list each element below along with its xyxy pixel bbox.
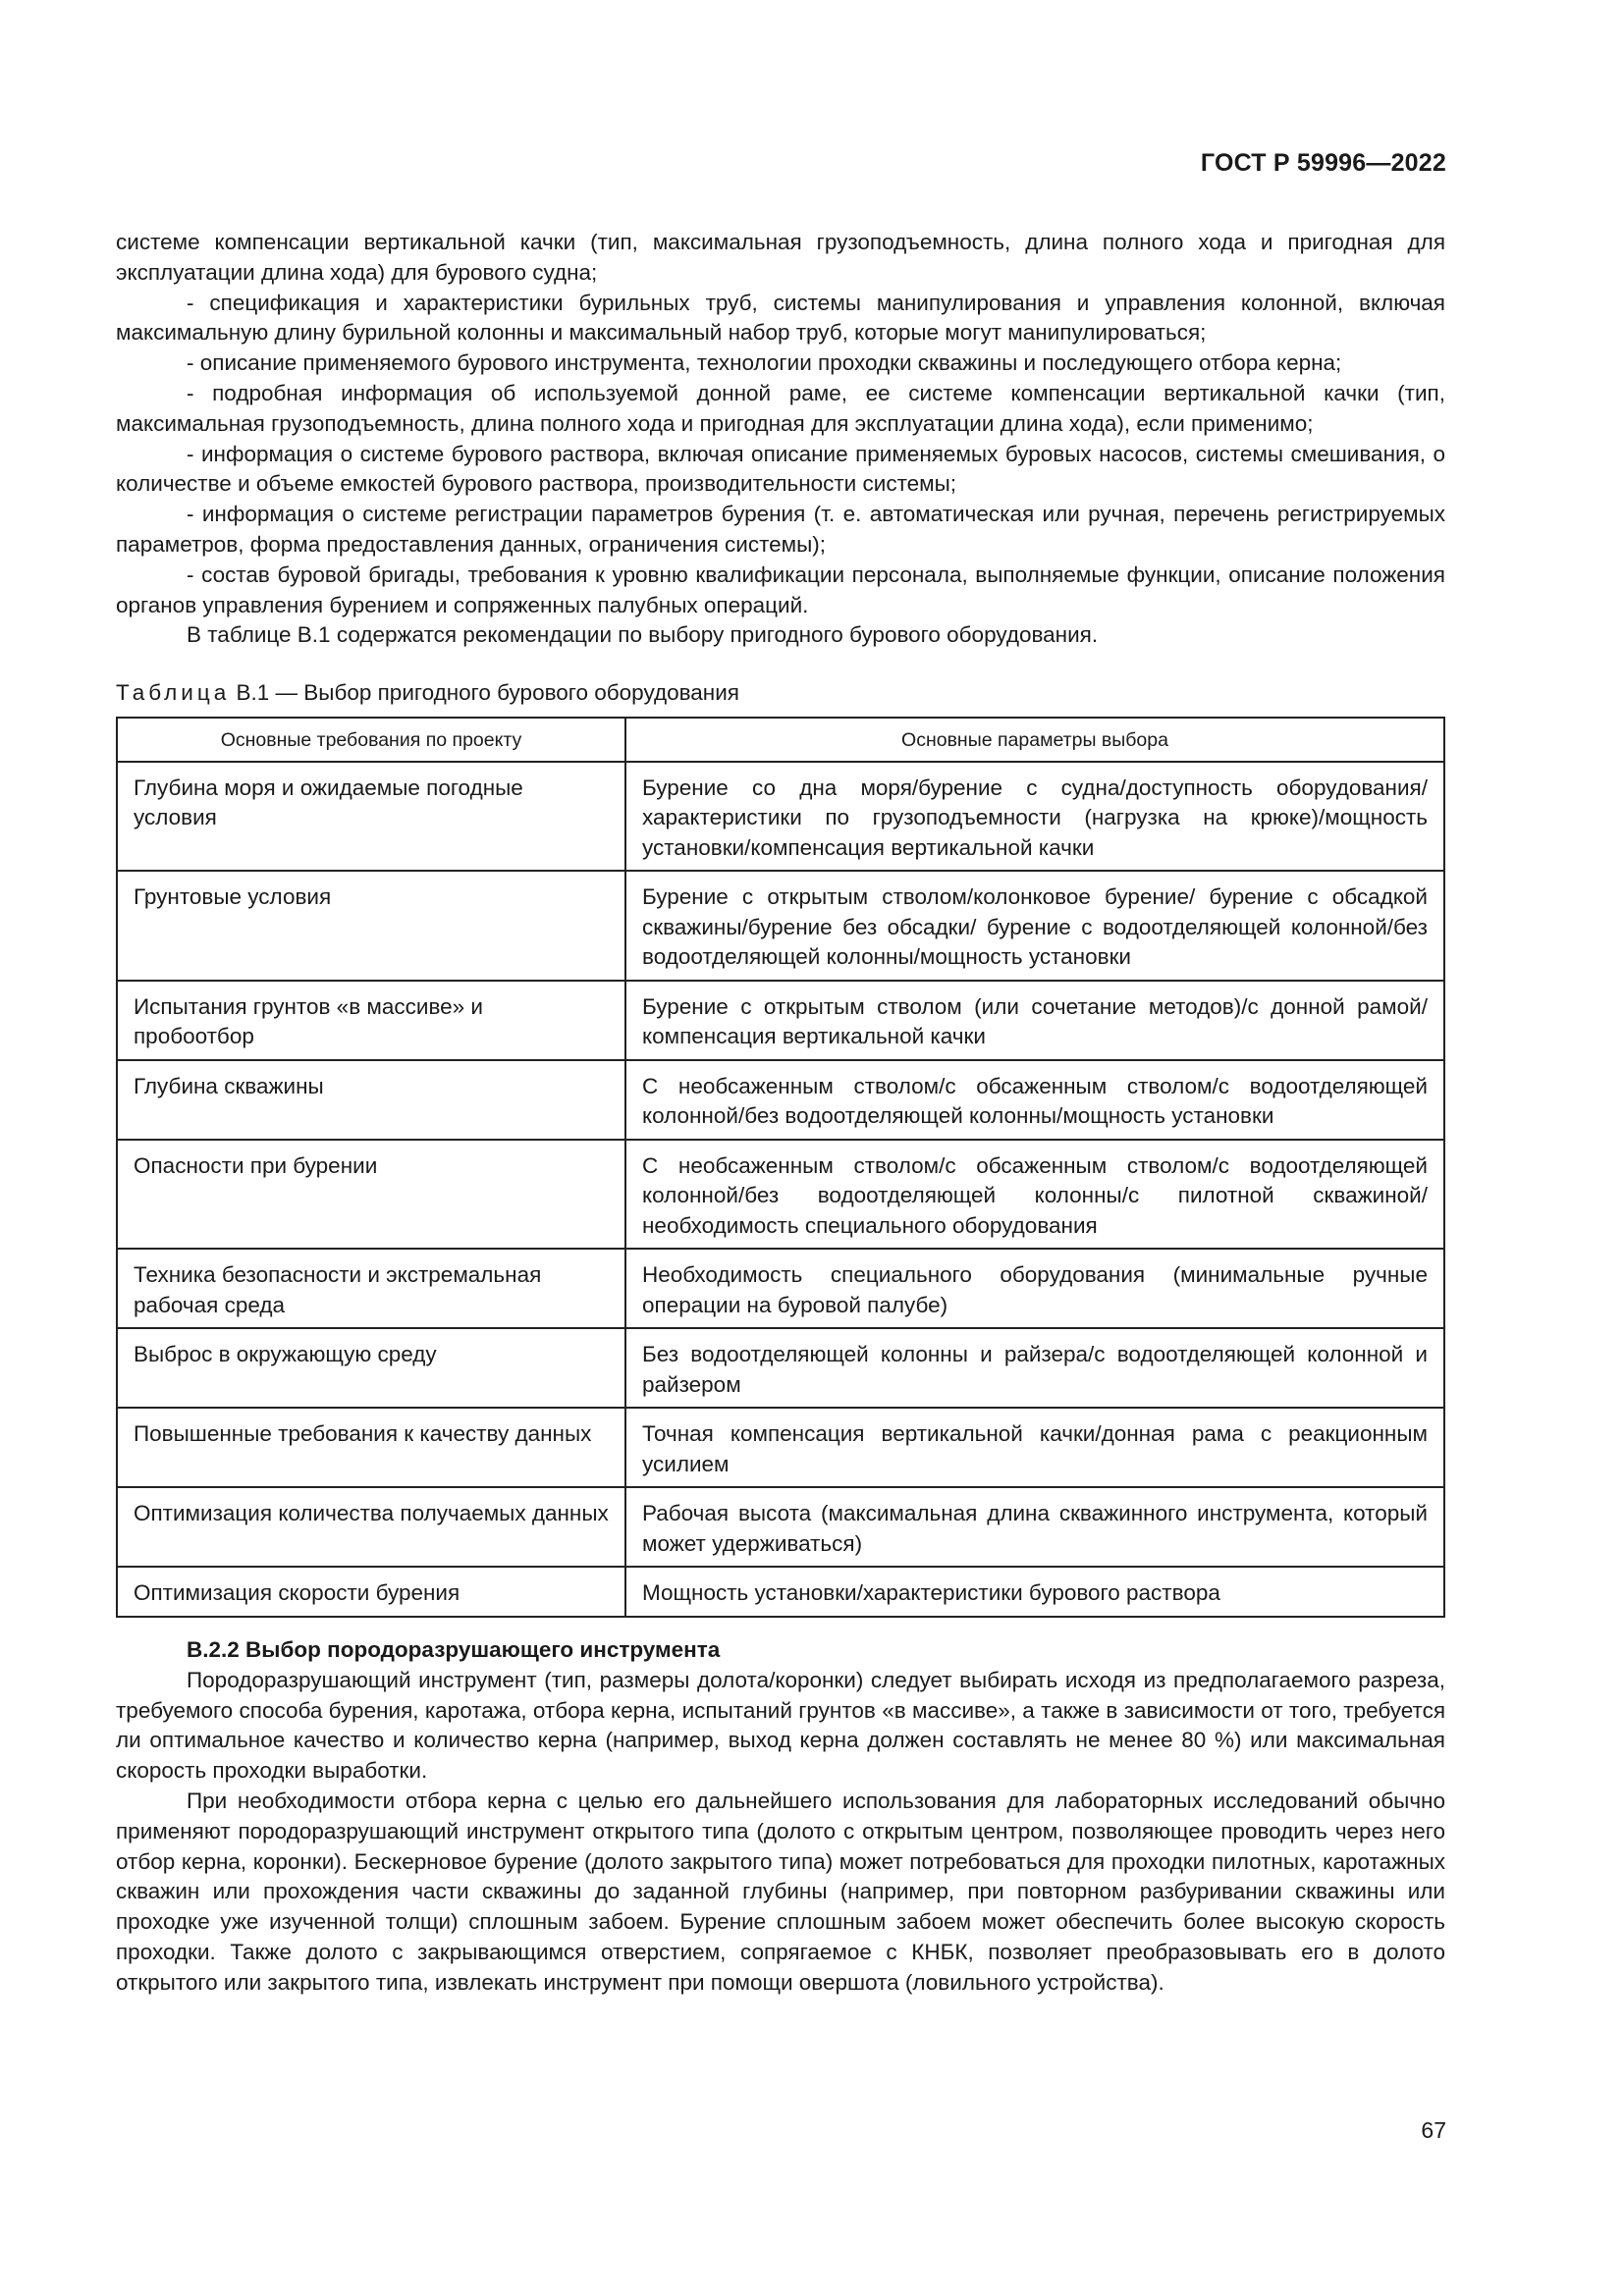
table-caption-label: Таблица [116, 680, 231, 706]
requirement-cell: Техника безопасности и экстремальная рабочая среда [117, 1249, 625, 1328]
equipment-selection-table [116, 717, 1445, 1618]
page-content [116, 228, 1445, 1999]
section-b22 [116, 1635, 1445, 1999]
table-row [117, 1567, 1444, 1617]
parameters-cell: Бурение со дна моря/бурение с судна/доступность оборудования/характеристики по грузоподъемности (нагрузка на крюке)/мощность установки/компенсация вертикальной качки [625, 762, 1444, 872]
intro-lead-paragraph: системе компенсации вертикальной качки (тип, максимальная грузоподъемность, длина полного хода и пригодная для эксплуатации длина хода) для бурового судна; [116, 230, 1445, 285]
requirement-cell: Повышенные требования к качеству данных [117, 1408, 625, 1487]
table-header-row [117, 718, 1444, 762]
requirement-cell: Оптимизация количества получаемых данных [117, 1487, 625, 1567]
document-code-header: ГОСТ Р 59996—2022 [1200, 149, 1446, 177]
table-row [117, 1408, 1444, 1487]
parameters-cell: Рабочая высота (максимальная длина скважинного инструмента, который может удерживаться) [625, 1487, 1444, 1567]
table-row [117, 1249, 1444, 1328]
parameters-cell: Точная компенсация вертикальной качки/донная рама с реакционным усилием [625, 1408, 1444, 1487]
requirement-cell: Опасности при бурении [117, 1140, 625, 1250]
parameters-cell: Бурение с открытым стволом/колонковое бурение/ бурение с обсадкой скважины/бурение без обсадки/ бурение с водоотделяющей колонной/без водоотделяющей колонны/мощность установки [625, 871, 1444, 981]
list-item: - описание применяемого бурового инструмента, технологии проходки скважины и последующего отбора керна; [187, 350, 1342, 376]
table-caption [116, 678, 1445, 709]
list-item: - информация о системе регистрации параметров бурения (т. е. автоматическая или ручная, перечень регистрируемых параметров, форма предоставления данных, ограничения системы); [116, 502, 1445, 557]
table-caption-text: В.1 — Выбор пригодного бурового оборудования [236, 680, 739, 706]
table-row [117, 981, 1444, 1060]
page-number: 67 [1421, 2117, 1446, 2143]
parameters-cell: Необходимость специального оборудования (минимальные ручные операции на буровой палубе) [625, 1249, 1444, 1328]
list-item: - состав буровой бригады, требования к уровню квалификации персонала, выполняемые функции, описание положения органов управления бурением и сопряженных палубных операций. [116, 561, 1445, 617]
list-item: - подробная информация об используемой донной раме, ее системе компенсации вертикальной качки (тип, максимальная грузоподъемность, длина полного хода и пригодная для эксплуатации длина хода), если применимо; [116, 380, 1445, 436]
parameters-cell: Мощность установки/характеристики бурового раствора [625, 1567, 1444, 1617]
requirement-cell: Выброс в окружающую среду [117, 1328, 625, 1408]
body-paragraph: Породоразрушающий инструмент (тип, размеры долота/коронки) следует выбирать исходя из предполагаемого разреза, требуемого способа бурения, каротажа, отбора керна, испытаний грунтов «в массиве», а также в зависимости от того, требуется ли оптимальное качество и количество керна (например, выход керна должен составлять не менее 80 %) или максимальная скорость проходки выработки. [116, 1667, 1445, 1784]
section-heading: В.2.2 Выбор породоразрушающего инструмента [187, 1636, 721, 1662]
requirement-cell: Глубина скважины [117, 1060, 625, 1140]
body-paragraph: При необходимости отбора керна с целью его дальнейшего использования для лабораторных исследований обычно применяют породоразрушающий инструмент открытого типа (долото с открытым центром, позволяющее проводить через него отбор керна, коронки). Бескерновое бурение (долото закрытого типа) может потребоваться для проходки пилотных, каротажных скважин или прохождения части скважины до заданной глубины (например, при повторном разбуривании скважины или проходке уже изученной толщи) сплошным забоем. Бурение сплошным забоем может обеспечить более высокую скорость проходки. Также долото с закрывающимся отверстием, сопрягаемое с КНБК, позволяет преобразовывать его в долото открытого или закрытого типа, извлекать инструмент при помощи овершота (ловильного устройства). [116, 1788, 1445, 1995]
requirement-cell: Испытания грунтов «в массиве» и пробоотбор [117, 981, 625, 1060]
parameters-cell: С необсаженным стволом/с обсаженным стволом/с водоотделяющей колонной/без водоотделяющей колонны/с пилотной скважиной/необходимость специального оборудования [625, 1140, 1444, 1250]
list-item: - информация о системе бурового раствора, включая описание применяемых буровых насосов, системы смешивания, о количестве и объеме емкостей бурового раствора, производительности системы; [116, 441, 1445, 497]
table-row [117, 1060, 1444, 1140]
parameters-cell: Без водоотделяющей колонны и райзера/с водоотделяющей колонной и райзером [625, 1328, 1444, 1408]
table-row [117, 1487, 1444, 1567]
table-row [117, 762, 1444, 872]
requirement-cell: Глубина моря и ожидаемые погодные условия [117, 762, 625, 872]
table-row [117, 1140, 1444, 1250]
table-row [117, 1328, 1444, 1408]
table-reference-paragraph: В таблице В.1 содержатся рекомендации по выбору пригодного бурового оборудования. [187, 622, 1099, 648]
table-row [117, 871, 1444, 981]
parameters-cell: Бурение с открытым стволом (или сочетание методов)/с донной рамой/ компенсация вертикальной качки [625, 981, 1444, 1060]
column-header-requirements: Основные требования по проекту [117, 718, 625, 762]
requirement-cell: Грунтовые условия [117, 871, 625, 981]
parameters-cell: С необсаженным стволом/с обсаженным стволом/с водоотделяющей колонной/без водоотделяющей колонны/мощность установки [625, 1060, 1444, 1140]
list-item: - спецификация и характеристики бурильных труб, системы манипулирования и управления колонной, включая максимальную длину бурильной колонны и максимальный набор труб, которые могут манипулироваться; [116, 290, 1445, 346]
column-header-parameters: Основные параметры выбора [625, 718, 1444, 762]
requirement-cell: Оптимизация скорости бурения [117, 1567, 625, 1617]
